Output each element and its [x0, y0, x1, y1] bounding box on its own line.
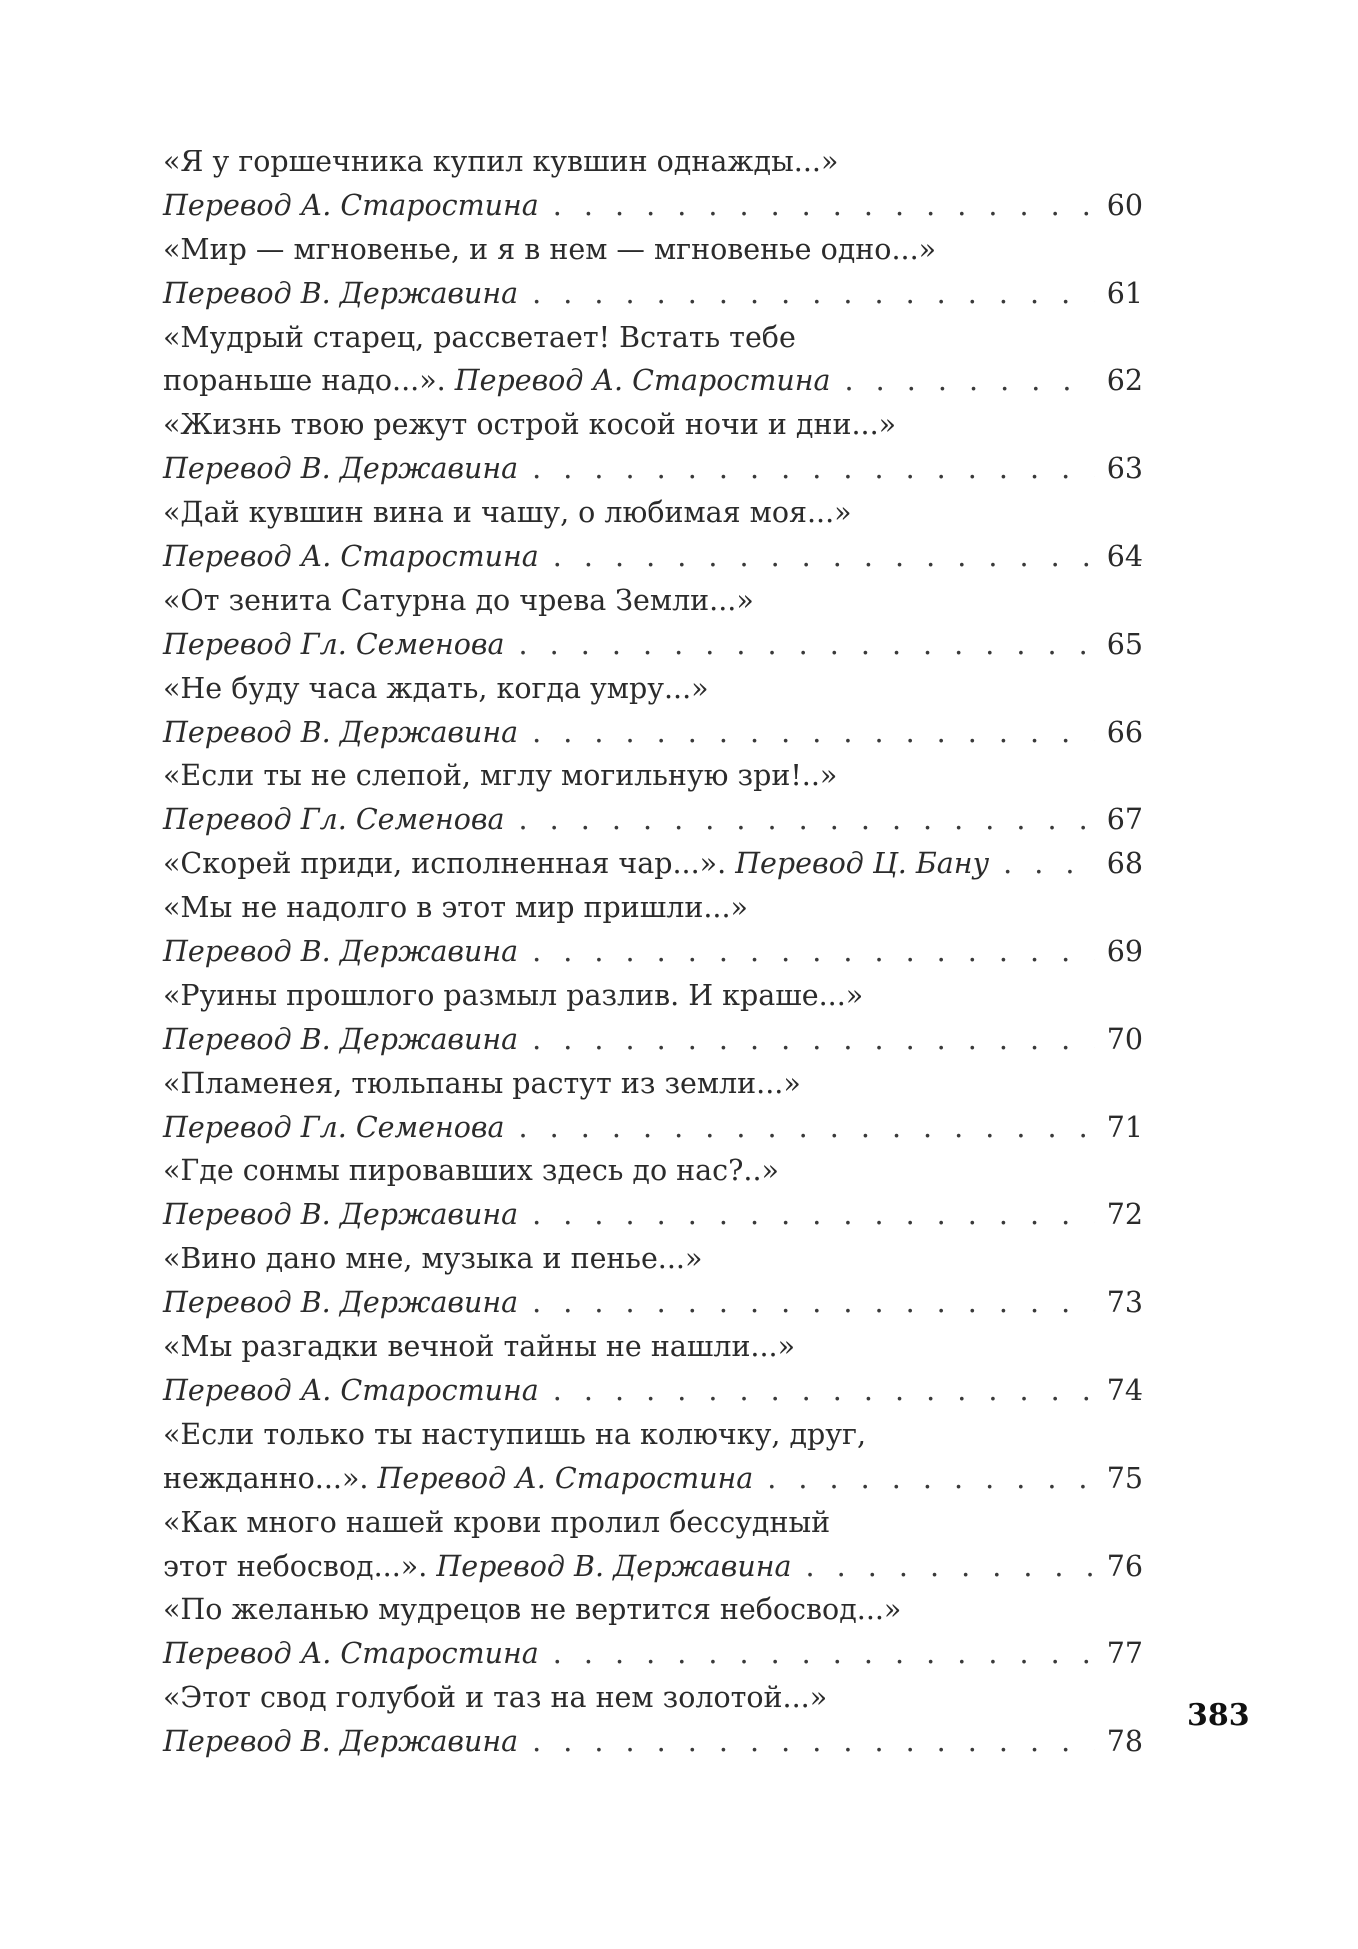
- toc-entry-title-line: [163, 1676, 1143, 1720]
- toc-entry: [163, 1062, 1143, 1150]
- toc-entry-title-line: [163, 1325, 1143, 1369]
- toc-entry: [163, 754, 1143, 842]
- toc-entry-last-line: [163, 623, 1143, 667]
- dot-leader: [532, 447, 1095, 491]
- translator-credit: Перевод А. Старостина: [163, 540, 539, 574]
- toc-entry: [163, 1588, 1143, 1676]
- toc-entry: [163, 228, 1143, 316]
- toc-entry-title: «Руины прошлого размыл разлив. И краше...»: [163, 978, 864, 1012]
- dot-leader: [519, 623, 1095, 667]
- toc-entry-text: [163, 1457, 753, 1501]
- toc-entry-last-line: [163, 1720, 1143, 1764]
- toc-entry-title-line: [163, 316, 1143, 360]
- toc-entry: [163, 667, 1143, 755]
- toc-entry-text: [163, 272, 518, 316]
- translator-credit: Перевод В. Державина: [163, 1022, 519, 1056]
- toc-entry: [163, 1237, 1143, 1325]
- toc-entry-title: «Я у горшечника купил кувшин однажды...»: [163, 145, 839, 178]
- toc-entry-last-line: [163, 1281, 1143, 1325]
- toc-entry-text: [163, 623, 505, 667]
- toc-entry-text: [163, 1106, 505, 1150]
- dot-leader: [805, 1545, 1095, 1589]
- toc-entry-title: «Мы не надолго в этот мир пришли...»: [163, 891, 748, 925]
- toc-entry-text: [163, 184, 539, 228]
- toc-entry-last-line: [163, 1545, 1143, 1589]
- translator-credit: Перевод Гл. Семенова: [163, 1110, 505, 1144]
- toc-entry: [163, 140, 1143, 228]
- toc-entry-title: пораньше надо...».: [163, 364, 455, 398]
- dot-leader: [553, 184, 1095, 228]
- toc-entry-text: [163, 1281, 518, 1325]
- toc-entry-text: [163, 798, 505, 842]
- translator-credit: Перевод Ц. Бану: [735, 847, 990, 881]
- toc-entry-title-line: [163, 140, 1143, 184]
- translator-credit: Перевод В. Державина: [163, 715, 519, 749]
- toc-entry-text: [163, 535, 539, 579]
- toc-page-number: 73: [1106, 1286, 1143, 1320]
- toc-entry-title-line: [163, 754, 1143, 798]
- translator-credit: Перевод В. Державина: [163, 1286, 519, 1320]
- toc-entry-last-line: [163, 842, 1143, 886]
- toc-entry-title: «Если ты не слепой, мглу могильную зри!..»: [163, 759, 838, 793]
- toc-entry: [163, 1413, 1143, 1501]
- translator-credit: Перевод А. Старостина: [163, 1637, 539, 1671]
- toc-entry-text: [163, 842, 989, 886]
- toc-entry-last-line: [163, 711, 1143, 755]
- translator-credit: Перевод В. Державина: [163, 276, 519, 310]
- toc-entry: [163, 316, 1143, 404]
- toc-entry: [163, 842, 1143, 886]
- toc-page-number: 62: [1106, 364, 1143, 398]
- toc-entry-title-line: [163, 403, 1143, 447]
- toc-entry-title-line: [163, 1237, 1143, 1281]
- toc-entry: [163, 1676, 1143, 1764]
- toc-entry: [163, 1501, 1143, 1589]
- dot-leader: [553, 535, 1095, 579]
- toc-page-number: 68: [1106, 847, 1143, 881]
- translator-credit: Перевод В. Державина: [163, 452, 519, 486]
- toc-page-number: 69: [1106, 935, 1143, 969]
- toc-entry-title: «Жизнь твою режут острой косой ночи и дни...»: [163, 408, 897, 442]
- toc-entry-last-line: [163, 1106, 1143, 1150]
- dot-leader: [553, 1632, 1095, 1676]
- translator-credit: Перевод В. Державина: [436, 1549, 792, 1583]
- toc-page-number: 78: [1106, 1725, 1143, 1759]
- toc-page-number: 63: [1106, 452, 1143, 486]
- toc-entry: [163, 403, 1143, 491]
- dot-leader: [1003, 842, 1095, 886]
- toc-entry-text: [163, 930, 518, 974]
- dot-leader: [767, 1457, 1095, 1501]
- toc-entry-last-line: [163, 359, 1143, 403]
- toc-entry: [163, 1149, 1143, 1237]
- toc-entry-title-line: [163, 1149, 1143, 1193]
- toc-entry-text: [163, 1369, 539, 1413]
- toc-page-number: 64: [1106, 540, 1143, 574]
- toc-entry-title-line: [163, 1501, 1143, 1545]
- toc-page-number: 61: [1106, 276, 1143, 310]
- translator-credit: Перевод А. Старостина: [377, 1461, 754, 1495]
- toc-entry-title: «Где сонмы пировавших здесь до нас?..»: [163, 1154, 779, 1188]
- dot-leader: [532, 272, 1095, 316]
- toc-entry-title: «Вино дано мне, музыка и пенье...»: [163, 1242, 703, 1276]
- toc-entry-text: [163, 1018, 518, 1062]
- toc-page-number: 70: [1106, 1022, 1143, 1056]
- translator-credit: Перевод А. Старостина: [163, 1373, 539, 1407]
- toc-entry-title: «Дай кувшин вина и чашу, о любимая моя...»: [163, 496, 852, 530]
- dot-leader: [553, 1369, 1095, 1413]
- toc-entry-last-line: [163, 447, 1143, 491]
- toc-entry-text: [163, 711, 518, 755]
- translator-credit: Перевод В. Державина: [163, 935, 519, 969]
- dot-leader: [844, 359, 1095, 403]
- toc-page-number: 66: [1106, 715, 1143, 749]
- toc-entry-title: нежданно...».: [163, 1461, 378, 1495]
- toc-page-number: 60: [1106, 188, 1143, 222]
- toc-page-number: 71: [1106, 1110, 1143, 1144]
- toc-entry-title: «Этот свод голубой и таз на нем золотой...»: [163, 1681, 828, 1715]
- toc-page-number: 74: [1106, 1373, 1143, 1407]
- toc-entry-last-line: [163, 930, 1143, 974]
- toc-entry-last-line: [163, 272, 1143, 316]
- toc-entry-last-line: [163, 798, 1143, 842]
- toc-entry-text: [163, 447, 518, 491]
- toc-entry-title: «Не буду часа ждать, когда умру...»: [163, 671, 709, 705]
- dot-leader: [532, 711, 1095, 755]
- toc-entry-title: «Мир — мгновенье, и я в нем — мгновенье одно...»: [163, 232, 937, 266]
- toc-entry-title-line: [163, 974, 1143, 1018]
- toc-entry-title-line: [163, 491, 1143, 535]
- toc-page-number: 67: [1106, 803, 1143, 837]
- toc-entry-text: [163, 359, 830, 403]
- toc-entry-title: «По желанью мудрецов не вертится небосвод...»: [163, 1593, 902, 1627]
- toc-entry-last-line: [163, 1369, 1143, 1413]
- toc-entry-title-line: [163, 1588, 1143, 1632]
- toc-entry-last-line: [163, 535, 1143, 579]
- toc-entry-text: [163, 1632, 539, 1676]
- toc-entry: [163, 1325, 1143, 1413]
- toc-entry-title: «Скорей приди, исполненная чар...».: [163, 847, 736, 881]
- toc-entry-text: [163, 1720, 518, 1764]
- toc-page-number: 76: [1106, 1549, 1143, 1583]
- toc-entry-text: [163, 1545, 791, 1589]
- toc-entry-title-line: [163, 667, 1143, 711]
- toc-entry-title-line: [163, 886, 1143, 930]
- toc-page-number: 65: [1106, 627, 1143, 661]
- toc-entry-last-line: [163, 1457, 1143, 1501]
- dot-leader: [532, 930, 1095, 974]
- translator-credit: Перевод Гл. Семенова: [163, 803, 505, 837]
- toc-entry-title: «От зенита Сатурна до чрева Земли...»: [163, 583, 754, 617]
- toc-entry-title: «Пламенея, тюльпаны растут из земли...»: [163, 1066, 801, 1100]
- dot-leader: [519, 1106, 1095, 1150]
- toc-entry-last-line: [163, 1193, 1143, 1237]
- toc-page-number: 77: [1106, 1637, 1143, 1671]
- toc-entry-title: «Мудрый старец, рассветает! Встать тебе: [163, 320, 796, 354]
- toc-page-number: 75: [1106, 1461, 1143, 1495]
- dot-leader: [532, 1281, 1095, 1325]
- toc-entry-title: этот небосвод...».: [163, 1549, 437, 1583]
- toc-entry: [163, 974, 1143, 1062]
- toc-entry-last-line: [163, 1018, 1143, 1062]
- toc-entry: [163, 491, 1143, 579]
- page-number: 383: [1187, 1698, 1250, 1733]
- toc-entry-title-line: [163, 228, 1143, 272]
- toc-entry-title: «Как много нашей крови пролил бессудный: [163, 1505, 831, 1539]
- translator-credit: Перевод Гл. Семенова: [163, 627, 505, 661]
- toc-entry-title-line: [163, 579, 1143, 623]
- toc-entry-title: «Если только ты наступишь на колючку, друг,: [163, 1417, 867, 1451]
- toc-page-number: 72: [1106, 1198, 1143, 1232]
- dot-leader: [519, 798, 1095, 842]
- toc-entry-text: [163, 1193, 518, 1237]
- dot-leader: [532, 1018, 1095, 1062]
- toc-entry-title-line: [163, 1413, 1143, 1457]
- translator-credit: Перевод В. Державина: [163, 1198, 519, 1232]
- table-of-contents: [163, 140, 1143, 1764]
- translator-credit: Перевод А. Старостина: [163, 188, 539, 222]
- toc-entry: [163, 579, 1143, 667]
- toc-entry-last-line: [163, 1632, 1143, 1676]
- toc-entry: [163, 886, 1143, 974]
- toc-entry-title-line: [163, 1062, 1143, 1106]
- translator-credit: Перевод В. Державина: [163, 1725, 519, 1759]
- translator-credit: Перевод А. Старостина: [454, 364, 831, 398]
- toc-entry-title: «Мы разгадки вечной тайны не нашли...»: [163, 1330, 796, 1364]
- dot-leader: [532, 1720, 1095, 1764]
- toc-entry-last-line: [163, 184, 1143, 228]
- dot-leader: [532, 1193, 1095, 1237]
